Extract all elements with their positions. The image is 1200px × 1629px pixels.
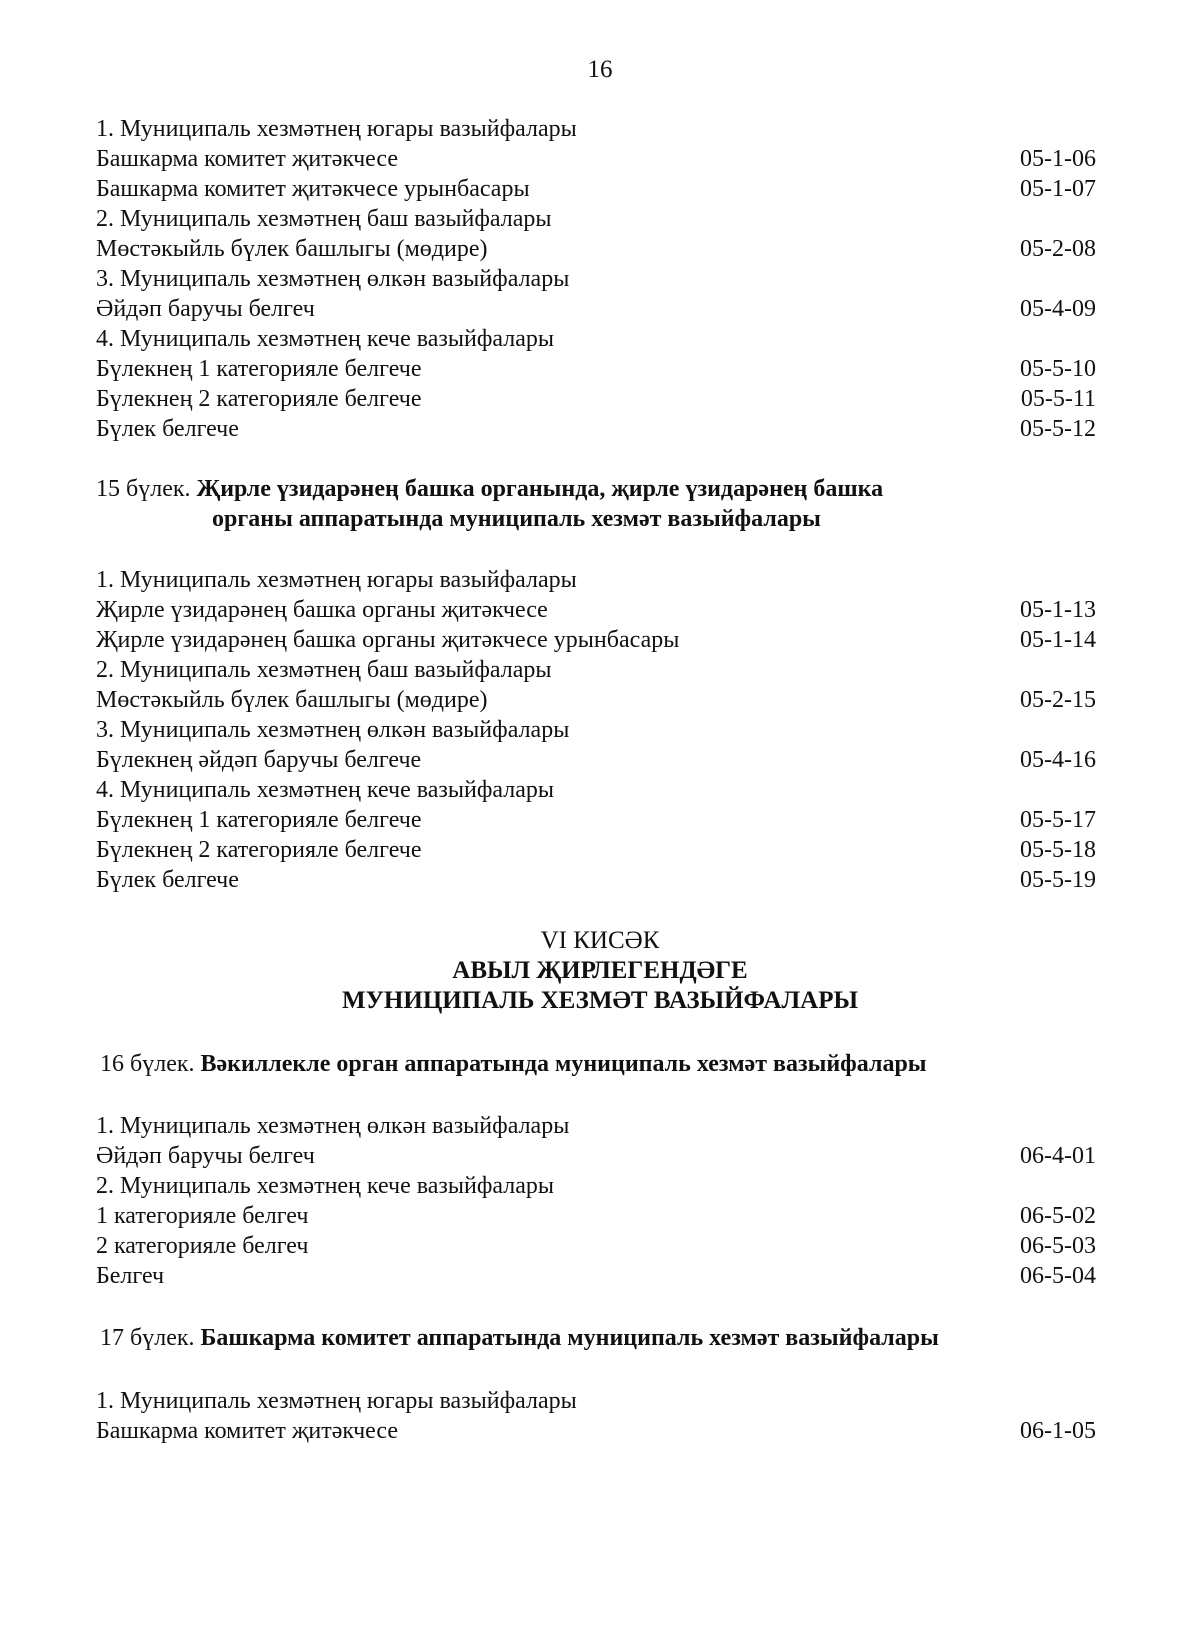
position-code: 05-5-12 <box>1020 416 1096 442</box>
category-heading <box>96 204 1096 234</box>
position-code: 05-5-17 <box>1020 807 1096 833</box>
position-code: 05-1-14 <box>1020 627 1096 653</box>
section-heading-15-cont <box>212 504 821 534</box>
category-heading <box>96 1171 1096 1201</box>
position-row <box>96 1201 1096 1231</box>
position-title: Җирле үзидарәнең башка органы җитәкчесе урынбасары <box>96 627 680 653</box>
section-prefix: 15 бүлек. <box>96 476 191 502</box>
position-row <box>96 595 1096 625</box>
category-heading <box>96 565 1096 595</box>
category-heading <box>96 324 1096 354</box>
position-title: Бүлекнең әйдәп баручы белгече <box>96 747 422 773</box>
section-title: Җирле үзидарәнең башка органында, җирле үзидарәнең башка <box>196 476 884 502</box>
position-code: 06-5-02 <box>1020 1203 1096 1229</box>
category-text: 2. Муниципаль хезмәтнең кече вазыйфалары <box>96 1173 555 1199</box>
position-code: 06-4-01 <box>1020 1143 1096 1169</box>
category-text: 4. Муниципаль хезмәтнең кече вазыйфалары <box>96 326 555 352</box>
position-row <box>96 144 1096 174</box>
part-label: VI КИСӘК <box>540 927 660 954</box>
position-title: Җирле үзидарәнең башка органы җитәкчесе <box>96 597 548 623</box>
position-title: Бүлекнең 2 категорияле белгече <box>96 386 422 412</box>
category-heading <box>96 715 1096 745</box>
section-prefix: 16 бүлек. <box>100 1051 195 1077</box>
page-number: 16 <box>587 56 613 83</box>
position-code: 05-2-15 <box>1020 687 1096 713</box>
position-title: Әйдәп баручы белгеч <box>96 296 315 322</box>
category-text: 2. Муниципаль хезмәтнең баш вазыйфалары <box>96 206 552 232</box>
position-title: Бүлекнең 1 категорияле белгече <box>96 356 422 382</box>
position-title: 2 категорияле белгеч <box>96 1233 309 1259</box>
category-text: 4. Муниципаль хезмәтнең кече вазыйфалары <box>96 777 555 803</box>
position-title: Башкарма комитет җитәкчесе урынбасары <box>96 176 530 202</box>
category-text: 2. Муниципаль хезмәтнең баш вазыйфалары <box>96 657 552 683</box>
position-code: 05-2-08 <box>1020 236 1096 262</box>
position-code: 05-5-10 <box>1020 356 1096 382</box>
position-row <box>96 685 1096 715</box>
position-row <box>96 1261 1096 1291</box>
position-title: Әйдәп баручы белгеч <box>96 1143 315 1169</box>
position-row <box>96 805 1096 835</box>
position-code: 05-5-11 <box>1020 386 1096 412</box>
part-title-line1: АВЫЛ ҖИРЛЕГЕНДӘГЕ <box>452 957 748 984</box>
position-row <box>96 294 1096 324</box>
category-heading <box>96 1386 1096 1416</box>
position-title: Башкарма комитет җитәкчесе <box>96 146 399 172</box>
position-row <box>96 745 1096 775</box>
position-title: Мөстәкыйль бүлек башлыгы (мөдире) <box>96 687 488 713</box>
position-code: 05-4-16 <box>1020 747 1096 773</box>
position-title: Мөстәкыйль бүлек башлыгы (мөдире) <box>96 236 488 262</box>
position-code: 05-5-19 <box>1020 867 1096 893</box>
category-text: 1. Муниципаль хезмәтнең өлкән вазыйфалары <box>96 1113 570 1139</box>
position-title: Бүлекнең 1 категорияле белгече <box>96 807 422 833</box>
position-title: Бүлек белгече <box>96 416 239 442</box>
position-row <box>96 354 1096 384</box>
position-row <box>96 384 1096 414</box>
position-code: 05-5-18 <box>1020 837 1096 863</box>
position-title: Башкарма комитет җитәкчесе <box>96 1418 399 1444</box>
section-heading-15 <box>96 474 883 504</box>
position-row <box>96 835 1096 865</box>
position-code: 06-5-04 <box>1020 1263 1096 1289</box>
position-code: 06-1-05 <box>1020 1418 1096 1444</box>
category-heading <box>96 775 1096 805</box>
position-code: 06-5-03 <box>1020 1233 1096 1259</box>
position-row <box>96 414 1096 444</box>
category-text: 1. Муниципаль хезмәтнең югары вазыйфалары <box>96 1388 577 1414</box>
position-row <box>96 174 1096 204</box>
position-row <box>96 234 1096 264</box>
section-prefix: 17 бүлек. <box>100 1325 195 1351</box>
position-row <box>96 625 1096 655</box>
position-code: 05-1-07 <box>1020 176 1096 202</box>
section-title: органы аппаратында муниципаль хезмәт вазыйфалары <box>212 506 821 532</box>
category-heading <box>96 114 1096 144</box>
category-heading <box>96 1111 1096 1141</box>
category-text: 3. Муниципаль хезмәтнең өлкән вазыйфалары <box>96 266 570 292</box>
position-row <box>96 1416 1096 1446</box>
position-title: Белгеч <box>96 1263 165 1289</box>
section-title: Башкарма комитет аппаратында муниципаль хезмәт вазыйфалары <box>200 1325 939 1351</box>
position-code: 05-4-09 <box>1020 296 1096 322</box>
category-heading <box>96 264 1096 294</box>
position-row <box>96 1141 1096 1171</box>
section-heading-16 <box>100 1049 927 1079</box>
position-title: Бүлекнең 2 категорияле белгече <box>96 837 422 863</box>
position-title: Бүлек белгече <box>96 867 239 893</box>
part-title-line2: МУНИЦИПАЛЬ ХЕЗМӘТ ВАЗЫЙФАЛАРЫ <box>341 987 859 1014</box>
position-code: 05-1-06 <box>1020 146 1096 172</box>
category-heading <box>96 655 1096 685</box>
section-heading-17 <box>100 1323 939 1353</box>
position-code: 05-1-13 <box>1020 597 1096 623</box>
category-text: 1. Муниципаль хезмәтнең югары вазыйфалары <box>96 567 577 593</box>
position-title: 1 категорияле белгеч <box>96 1203 309 1229</box>
category-text: 3. Муниципаль хезмәтнең өлкән вазыйфалары <box>96 717 570 743</box>
category-text: 1. Муниципаль хезмәтнең югары вазыйфалары <box>96 116 577 142</box>
section-title: Вәкиллекле орган аппаратында муниципаль хезмәт вазыйфалары <box>200 1051 927 1077</box>
position-row <box>96 865 1096 895</box>
position-row <box>96 1231 1096 1261</box>
